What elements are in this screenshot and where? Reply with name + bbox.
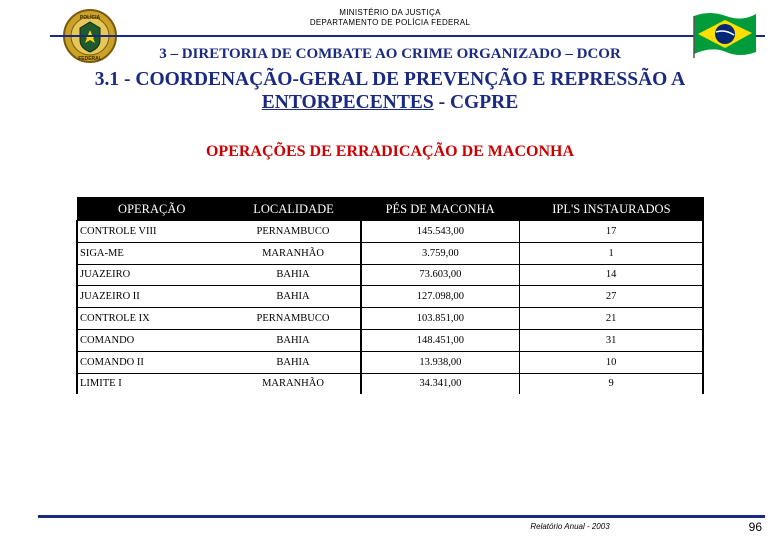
ministry-line1: MINISTÉRIO DA JUSTIÇA (339, 8, 441, 17)
column-header-location: LOCALIDADE (226, 198, 360, 221)
plants-cell: 148.451,00 (361, 329, 520, 351)
coordination-title (60, 68, 720, 114)
location-cell: PERNAMBUCO (226, 308, 360, 330)
ipls-cell: 1 (520, 242, 703, 264)
coordination-line1: 3.1 - COORDENAÇÃO-GERAL DE PREVENÇÃO E REPRESSÃO A (94, 69, 686, 90)
report-label: Relatório Anual - 2003 (530, 522, 610, 531)
ipls-cell: 9 (520, 373, 703, 394)
plants-cell: 145.543,00 (361, 221, 520, 243)
page-number: 96 (748, 520, 762, 534)
table-header-row (77, 198, 703, 221)
coordination-line2-suffix: - CGPRE (433, 92, 519, 113)
plants-cell: 3.759,00 (361, 242, 520, 264)
plants-cell: 13.938,00 (361, 351, 520, 373)
directorate-title: 3 – DIRETORIA DE COMBATE AO CRIME ORGANIZADO – DCOR (159, 46, 621, 62)
ipls-cell: 21 (520, 308, 703, 330)
operation-cell: COMANDO (77, 329, 226, 351)
location-cell: MARANHÃO (226, 373, 360, 394)
table-row (77, 286, 703, 308)
coordination-line2 (60, 91, 720, 114)
section-title: OPERAÇÕES DE ERRADICAÇÃO DE MACONHA (205, 143, 574, 160)
ipls-cell: 14 (520, 264, 703, 286)
ipls-cell: 27 (520, 286, 703, 308)
column-header-operation: OPERAÇÃO (77, 198, 226, 221)
operation-cell: SIGA-ME (77, 242, 226, 264)
plants-cell: 34.341,00 (361, 373, 520, 394)
plants-cell: 127.098,00 (361, 286, 520, 308)
table-row (77, 373, 703, 394)
coordination-line2-underlined: ENTORPECENTES (261, 92, 434, 113)
column-header-plants: PÉS DE MACONHA (361, 198, 520, 221)
table-row (77, 264, 703, 286)
location-cell: BAHIA (226, 329, 360, 351)
table-row (77, 308, 703, 330)
table-row (77, 329, 703, 351)
ipls-cell: 31 (520, 329, 703, 351)
table-row (77, 351, 703, 373)
operation-cell: JUAZEIRO II (77, 286, 226, 308)
location-cell: BAHIA (226, 286, 360, 308)
table-row (77, 242, 703, 264)
operation-cell: JUAZEIRO (77, 264, 226, 286)
location-cell: PERNAMBUCO (226, 221, 360, 243)
footer-divider (38, 515, 765, 518)
operation-cell: COMANDO II (77, 351, 226, 373)
operations-table (76, 197, 704, 394)
badge-bottom-text: FEDERAL (78, 56, 102, 62)
column-header-ipls: IPL'S INSTAURADOS (520, 198, 703, 221)
operation-cell: CONTROLE VIII (77, 221, 226, 243)
location-cell: BAHIA (226, 264, 360, 286)
operation-cell: CONTROLE IX (77, 308, 226, 330)
ipls-cell: 17 (520, 221, 703, 243)
ministry-line2: DEPARTAMENTO DE POLÍCIA FEDERAL (309, 18, 471, 27)
header-divider (50, 35, 765, 37)
table-row (77, 221, 703, 243)
badge-top-text: POLÍCIA (79, 15, 101, 21)
plants-cell: 73.603,00 (361, 264, 520, 286)
ipls-cell: 10 (520, 351, 703, 373)
ministry-header (200, 8, 580, 28)
location-cell: MARANHÃO (226, 242, 360, 264)
operation-cell: LIMITE I (77, 373, 226, 394)
plants-cell: 103.851,00 (361, 308, 520, 330)
location-cell: BAHIA (226, 351, 360, 373)
